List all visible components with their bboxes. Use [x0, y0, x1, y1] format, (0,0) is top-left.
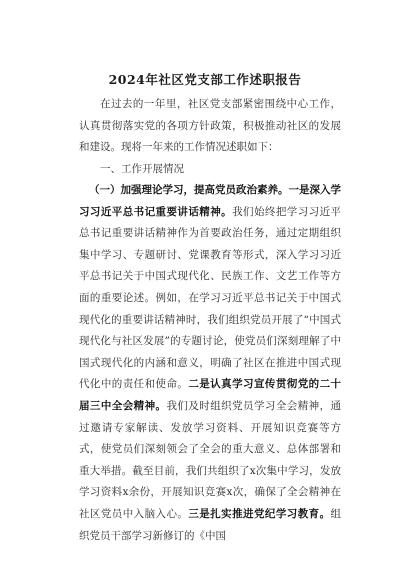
intro-paragraph: 在过去的一年里，社区党支部紧密围绕中心工作，认真贯彻落实党的各项方针政策，积极推动社区的发展和建设。现将一年来的工作情况述职如下：: [79, 98, 341, 154]
document-title: 2024年社区党支部工作述职报告: [108, 72, 302, 87]
section-heading: 一、工作开展情况: [100, 163, 184, 175]
point-three-text: 组织党员干部学习新修订的《中国: [79, 507, 342, 542]
point-three-heading: 三是扎实推进党纪学习教育。: [188, 507, 331, 520]
point-two-text: 我们及时组织党员学习全会精神，通过邀请专家解读、发放学习资料、开展知识竞赛等方式，使党员们深刻领会了全会的重大意义、总体部署和重大举措。截至目前，我们共组织了x次集中学习，发放学习资料x余份，开展知识竞赛x次，确保了全会精神在社区党员中入脑入心。: [79, 399, 342, 520]
subsection-heading: （一）加强理论学习，提高党员政治素养。: [89, 184, 289, 196]
point-one-text: 我们始终把学习习近平总书记重要讲话精神作为首要政治任务，通过定期组织集中学习、专题研讨、党课教育等形式，深入学习习近平总书记关于中国式现代化、民族工作、文艺工作等方面的重要论述。例如，在学习习近平总书记关于中国式现代化的重要讲话精神时，我们组织党员开展了“中国式现代化与社区发展”的专题讨论，使党员们深刻理解了中国式现代化的内涵和意义，明确了社区在推进中国式现代化中的责任和使命。: [79, 205, 342, 391]
section-paragraph: [79, 180, 341, 547]
point-one-heading: 一是深入学习习近平总书记重要讲话精神。: [79, 184, 341, 218]
point-two-heading: 二是认真学习宣传贯彻党的二十届三中全会精神。: [79, 378, 342, 412]
